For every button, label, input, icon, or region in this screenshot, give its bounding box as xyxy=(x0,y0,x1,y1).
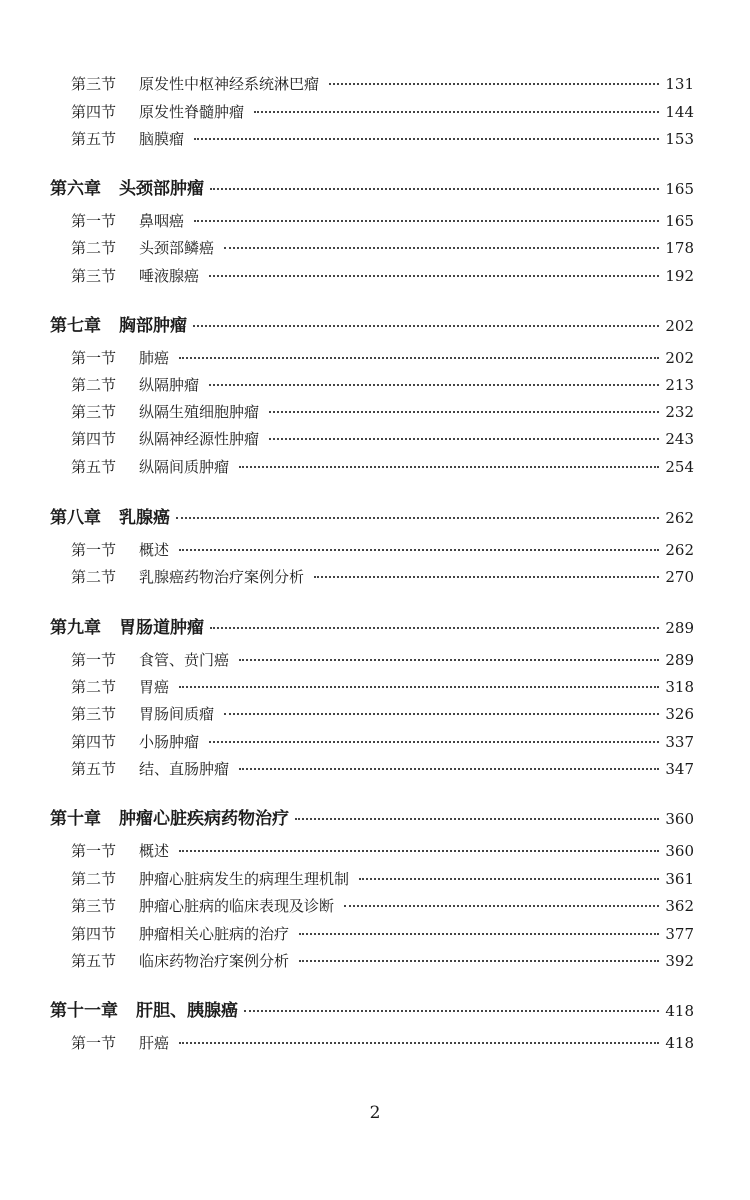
toc-section-entry[interactable] xyxy=(50,73,694,94)
entry-number: 第三节 xyxy=(71,75,117,93)
entry-page-number: 318 xyxy=(665,678,694,696)
entry-title: 胃癌 xyxy=(139,678,170,696)
dot-leader xyxy=(299,959,659,962)
entry-number: 第七章 xyxy=(50,316,101,336)
entry-number: 第五节 xyxy=(71,130,117,148)
entry-number: 第五节 xyxy=(71,952,117,970)
entry-page-number: 262 xyxy=(665,541,694,559)
dot-leader xyxy=(179,685,659,688)
entry-title: 概述 xyxy=(139,541,170,559)
dot-leader xyxy=(210,626,659,629)
dot-leader xyxy=(239,767,659,770)
toc-chapter-entry[interactable] xyxy=(50,996,694,1021)
entry-title: 临床药物治疗案例分析 xyxy=(139,952,290,970)
toc-section-entry[interactable] xyxy=(50,840,694,861)
toc-section-entry[interactable] xyxy=(50,950,694,971)
entry-title: 原发性脊髓肿瘤 xyxy=(139,103,245,121)
dot-leader xyxy=(224,712,659,715)
toc-chapter-entry[interactable] xyxy=(50,503,694,528)
toc-section-entry[interactable] xyxy=(50,676,694,697)
dot-leader xyxy=(179,548,659,551)
entry-title: 乳腺癌 xyxy=(119,508,170,528)
entry-number: 第一节 xyxy=(71,651,117,669)
toc-section-entry[interactable] xyxy=(50,428,694,449)
entry-title: 脑膜瘤 xyxy=(139,130,185,148)
toc-section-entry[interactable] xyxy=(50,374,694,395)
dot-leader xyxy=(179,356,659,359)
entry-title: 头颈部肿瘤 xyxy=(119,179,204,199)
entry-page-number: 362 xyxy=(665,897,694,915)
toc-chapter-entry[interactable] xyxy=(50,613,694,638)
entry-number: 第一节 xyxy=(71,1034,117,1052)
entry-page-number: 202 xyxy=(665,317,694,335)
dot-leader xyxy=(239,658,659,661)
entry-page-number: 377 xyxy=(665,925,694,943)
toc-section-entry[interactable] xyxy=(50,649,694,670)
toc-section-entry[interactable] xyxy=(50,456,694,477)
entry-title: 鼻咽癌 xyxy=(139,212,185,230)
dot-leader xyxy=(239,465,659,468)
toc-section-entry[interactable] xyxy=(50,758,694,779)
entry-number: 第四节 xyxy=(71,925,117,943)
toc-section-entry[interactable] xyxy=(50,868,694,889)
dot-leader xyxy=(299,932,659,935)
entry-title: 胸部肿瘤 xyxy=(119,316,187,336)
dot-leader xyxy=(269,410,659,413)
entry-number: 第三节 xyxy=(71,403,117,421)
entry-page-number: 232 xyxy=(665,403,694,421)
entry-page-number: 418 xyxy=(665,1002,694,1020)
entry-page-number: 360 xyxy=(665,842,694,860)
toc-section-entry[interactable] xyxy=(50,128,694,149)
entry-number: 第四节 xyxy=(71,103,117,121)
dot-leader xyxy=(176,516,659,519)
entry-page-number: 326 xyxy=(665,705,694,723)
dot-leader xyxy=(329,82,659,85)
entry-page-number: 254 xyxy=(665,458,694,476)
entry-page-number: 270 xyxy=(665,568,694,586)
entry-title: 纵隔神经源性肿瘤 xyxy=(139,430,260,448)
toc-section-entry[interactable] xyxy=(50,539,694,560)
entry-title: 纵隔间质肿瘤 xyxy=(139,458,230,476)
entry-page-number: 337 xyxy=(665,733,694,751)
entry-title: 纵隔生殖细胞肿瘤 xyxy=(139,403,260,421)
entry-number: 第五节 xyxy=(71,458,117,476)
entry-number: 第十章 xyxy=(50,809,101,829)
entry-title: 小肠肿瘤 xyxy=(139,733,200,751)
dot-leader xyxy=(210,187,659,190)
entry-page-number: 202 xyxy=(665,349,694,367)
entry-number: 第二节 xyxy=(71,239,117,257)
toc-section-entry[interactable] xyxy=(50,401,694,422)
entry-number: 第二节 xyxy=(71,870,117,888)
toc-section-entry[interactable] xyxy=(50,703,694,724)
toc-section-entry[interactable] xyxy=(50,237,694,258)
toc-section-entry[interactable] xyxy=(50,731,694,752)
entry-title: 肿瘤心脏病的临床表现及诊断 xyxy=(139,897,335,915)
entry-page-number: 392 xyxy=(665,952,694,970)
entry-number: 第五节 xyxy=(71,760,117,778)
table-of-contents xyxy=(50,0,694,1100)
entry-title: 唾液腺癌 xyxy=(139,267,200,285)
entry-page-number: 262 xyxy=(665,509,694,527)
toc-section-entry[interactable] xyxy=(50,566,694,587)
dot-leader xyxy=(194,137,659,140)
entry-title: 肿瘤心脏疾病药物治疗 xyxy=(119,809,289,829)
dot-leader xyxy=(209,274,659,277)
toc-chapter-entry[interactable] xyxy=(50,311,694,336)
entry-title: 胃肠道肿瘤 xyxy=(119,618,204,638)
entry-page-number: 213 xyxy=(665,376,694,394)
entry-page-number: 289 xyxy=(665,651,694,669)
entry-number: 第八章 xyxy=(50,508,101,528)
dot-leader xyxy=(344,904,659,907)
dot-leader xyxy=(314,575,659,578)
toc-chapter-entry[interactable] xyxy=(50,804,694,829)
dot-leader xyxy=(179,849,659,852)
entry-title: 胃肠间质瘤 xyxy=(139,705,215,723)
entry-number: 第一节 xyxy=(71,349,117,367)
toc-section-entry[interactable] xyxy=(50,923,694,944)
dot-leader xyxy=(224,246,659,249)
entry-number: 第九章 xyxy=(50,618,101,638)
toc-section-entry[interactable] xyxy=(50,895,694,916)
toc-section-entry[interactable] xyxy=(50,210,694,231)
dot-leader xyxy=(254,110,659,113)
toc-section-entry[interactable] xyxy=(50,101,694,122)
page-number: 2 xyxy=(369,1103,381,1123)
toc-section-entry[interactable] xyxy=(50,1032,694,1053)
entry-title: 头颈部鳞癌 xyxy=(139,239,215,257)
entry-title: 肺癌 xyxy=(139,349,170,367)
entry-number: 第十一章 xyxy=(50,1001,118,1021)
entry-title: 肝胆、胰腺癌 xyxy=(136,1001,238,1021)
entry-page-number: 192 xyxy=(665,267,694,285)
entry-page-number: 144 xyxy=(665,103,694,121)
entry-number: 第二节 xyxy=(71,568,117,586)
dot-leader xyxy=(244,1009,659,1012)
entry-number: 第三节 xyxy=(71,897,117,915)
entry-number: 第二节 xyxy=(71,678,117,696)
entry-page-number: 131 xyxy=(665,75,694,93)
entry-title: 肝癌 xyxy=(139,1034,170,1052)
entry-page-number: 178 xyxy=(665,239,694,257)
dot-leader xyxy=(179,1041,659,1044)
entry-title: 肿瘤相关心脏病的治疗 xyxy=(139,925,290,943)
entry-page-number: 360 xyxy=(665,810,694,828)
entry-number: 第二节 xyxy=(71,376,117,394)
entry-page-number: 289 xyxy=(665,619,694,637)
entry-title: 乳腺癌药物治疗案例分析 xyxy=(139,568,305,586)
toc-chapter-entry[interactable] xyxy=(50,174,694,199)
dot-leader xyxy=(193,324,659,327)
entry-title: 结、直肠肿瘤 xyxy=(139,760,230,778)
toc-section-entry[interactable] xyxy=(50,265,694,286)
entry-number: 第一节 xyxy=(71,212,117,230)
entry-number: 第六章 xyxy=(50,179,101,199)
entry-number: 第三节 xyxy=(71,705,117,723)
dot-leader xyxy=(359,877,659,880)
entry-number: 第四节 xyxy=(71,430,117,448)
dot-leader xyxy=(209,740,659,743)
dot-leader xyxy=(269,437,659,440)
entry-page-number: 347 xyxy=(665,760,694,778)
dot-leader xyxy=(209,383,659,386)
entry-title: 食管、贲门癌 xyxy=(139,651,230,669)
entry-number: 第一节 xyxy=(71,541,117,559)
dot-leader xyxy=(295,817,659,820)
entry-title: 概述 xyxy=(139,842,170,860)
dot-leader xyxy=(194,219,659,222)
entry-page-number: 243 xyxy=(665,430,694,448)
entry-number: 第三节 xyxy=(71,267,117,285)
entry-page-number: 361 xyxy=(665,870,694,888)
entry-page-number: 418 xyxy=(665,1034,694,1052)
toc-section-entry[interactable] xyxy=(50,347,694,368)
entry-title: 纵隔肿瘤 xyxy=(139,376,200,394)
entry-page-number: 165 xyxy=(665,212,694,230)
entry-number: 第四节 xyxy=(71,733,117,751)
entry-page-number: 165 xyxy=(665,180,694,198)
entry-number: 第一节 xyxy=(71,842,117,860)
entry-page-number: 153 xyxy=(665,130,694,148)
entry-title: 肿瘤心脏病发生的病理生理机制 xyxy=(139,870,350,888)
entry-title: 原发性中枢神经系统淋巴瘤 xyxy=(139,75,320,93)
